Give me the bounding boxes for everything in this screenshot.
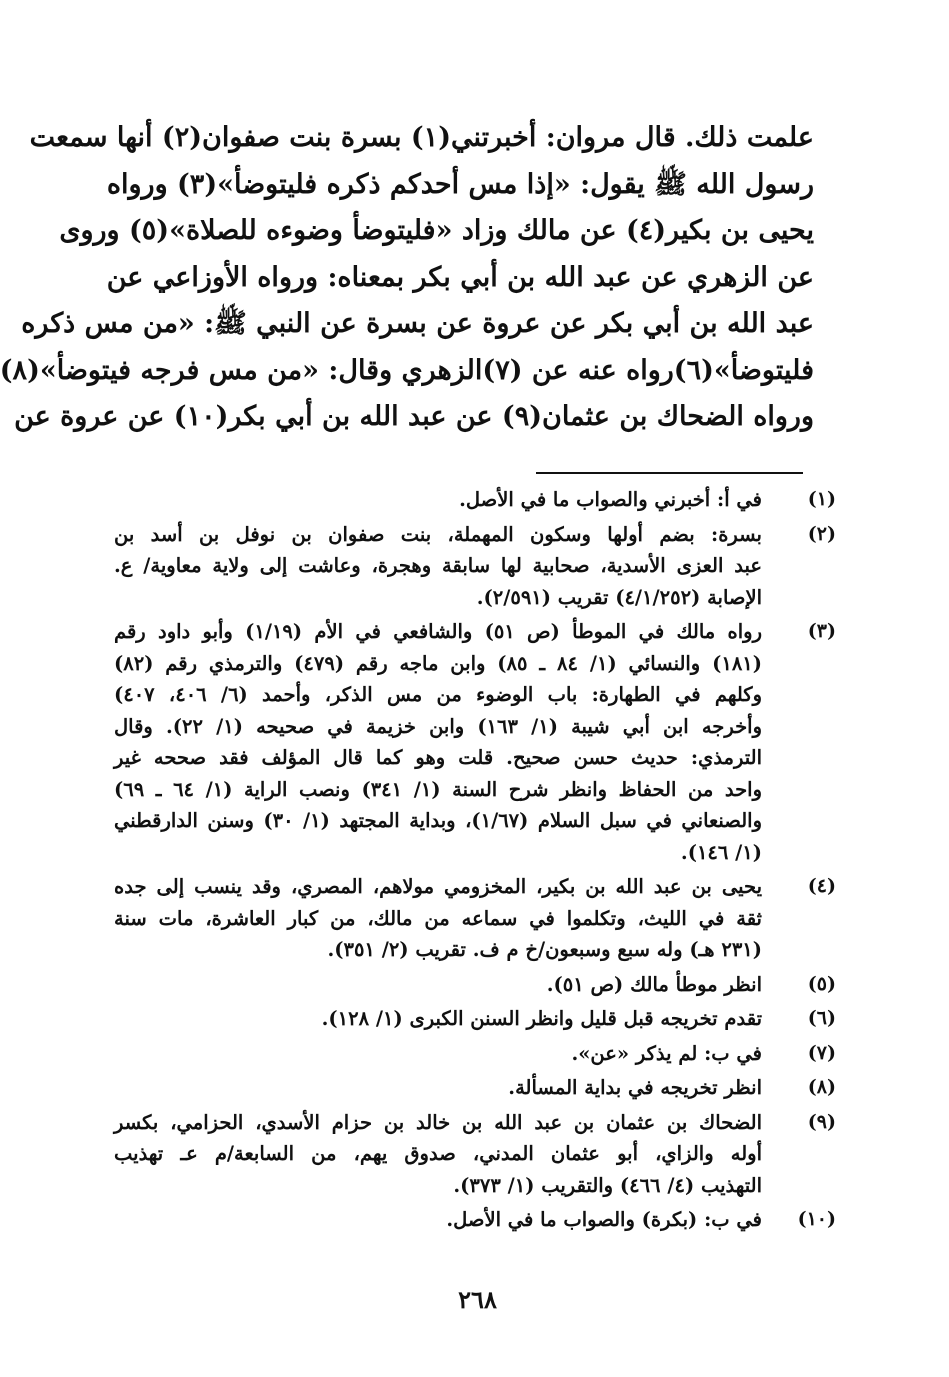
- footnote-line: وأخرجه ابن أبي شيبة (١/ ١٦٣) وابن خزيمة في صحيحه (١/ ٢٢). وقال: [114, 714, 762, 738]
- main-text-line: علمت ذلك. قال مروان: أخبرتني(١) بسرة بنت صفوان(٢) أنها سمعت: [29, 122, 814, 153]
- footnote-separator: [536, 472, 803, 474]
- footnote-line: الضحاك بن عثمان بن عبد الله بن خالد بن حزام الأسدي، الحزامي، بكسر: [114, 1110, 762, 1134]
- footnote: [114, 871, 836, 966]
- footnote-line: (٢٣١ هـ) وله سبع وسبعون/خ م ف. تقريب (٢/ ٣٥١).: [327, 938, 762, 961]
- footnote-line: التهذيب (٤/ ٤٦٦) والتقريب (١/ ٣٧٣).: [453, 1173, 762, 1197]
- footnote-line: في أ: أخبرني والصواب ما في الأصل.: [459, 488, 762, 511]
- footnote: [114, 1107, 836, 1202]
- footnote-line: تقدم تخريجه قبل قليل وانظر السنن الكبرى (١/ ١٢٨).: [321, 1007, 762, 1030]
- footnote-number: (١): [807, 488, 836, 510]
- footnote: [114, 484, 836, 516]
- footnotes: [114, 484, 836, 1239]
- main-text: [0, 115, 814, 441]
- main-text-line: فليتوضأ»(٦)رواه عنه عن (٧)الزهري وقال: «من مس فرجه فيتوضأ»(٨): [0, 354, 814, 386]
- footnote-line: واحد من الحفاظ وانظر شرح السنة (١/ ٣٤١) ونصب الراية (١/ ٦٤ ـ ٦٩): [114, 777, 762, 801]
- footnote-number: (٢): [807, 522, 836, 545]
- main-text-line: عبد الله بن أبي بكر عن عروة عن بسرة عن النبي ﷺ: «من مس ذكره: [21, 308, 814, 339]
- footnote-line: الإصابة (٤/١/٢٥٢) تقريب (٢/٥٩١).: [476, 585, 762, 609]
- footnote: [114, 1072, 836, 1104]
- footnote-number: (٨): [807, 1076, 836, 1098]
- footnote: [114, 1003, 836, 1035]
- footnote-line: عبد العزى الأسدية، صحابية لها سابقة وهجرة، وعاشت إلى ولاية معاوية/ ع.: [114, 554, 762, 577]
- footnote: [114, 1204, 836, 1236]
- footnote-line: بسرة: بضم أولها وسكون المهملة، بنت صفوان بن نوفل بن أسد بن: [114, 522, 762, 546]
- footnote-number: (٧): [807, 1041, 836, 1064]
- footnote-line: وكلهم في الطهارة: باب الوضوء من مس الذكر، وأحمد (٦/ ٤٠٦، ٤٠٧): [114, 683, 762, 706]
- footnote-line: انظر تخريجه في بداية المسألة.: [508, 1076, 762, 1099]
- footnote-line: في ب: لم يذكر «عن».: [571, 1041, 762, 1065]
- footnote-number: (١٠): [797, 1208, 836, 1230]
- page-number: ٢٦٨: [458, 1285, 497, 1314]
- main-text-line: عن الزهري عن عبد الله بن أبي بكر بمعناه: ورواه الأوزاعي عن: [106, 261, 814, 293]
- footnote-line: الترمذي: حديث حسن صحيح. قلت وهو كما قال المؤلف فقد صححه غير: [114, 746, 762, 769]
- main-text-line: ورواه الضحاك بن عثمان(٩) عن عبد الله بن أبي بكر(١٠) عن عروة عن: [14, 401, 814, 432]
- footnote-line: رواه مالك في الموطأ (ص ٥١) والشافعي في الأم (١/١٩) وأبو داود رقم: [114, 620, 762, 643]
- footnote-number: (٤): [807, 875, 836, 897]
- main-text-line: يحيى بن بكير(٤) عن مالك وزاد «فليتوضأ وضوءه للصلاة»(٥) وروى: [59, 215, 814, 246]
- footnote-number: (٥): [807, 972, 836, 995]
- footnote-line: ثقة في الليث، وتكلموا في سماعه من مالك، من كبار العاشرة، مات سنة: [114, 906, 762, 930]
- main-text-line: رسول الله ﷺ يقول: «إذا مس أحدكم ذكره فليتوضأ»(٣) ورواه: [106, 168, 814, 200]
- footnote-line: في ب: (بكرة) والصواب ما في الأصل.: [446, 1208, 762, 1231]
- footnote-line: والصنعاني في سبل السلام (١/٦٧)، وبداية المجتهد (١/ ٣٠) وسنن الدارقطني: [114, 809, 762, 832]
- footnote-number: (٩): [807, 1110, 836, 1133]
- footnote: [114, 1038, 836, 1070]
- footnote-line: انظر موطأ مالك (ص ٥١).: [546, 972, 762, 996]
- footnote: [114, 616, 836, 868]
- footnote-line: (١/ ١٤٦).: [680, 840, 762, 864]
- footnote-number: (٦): [807, 1007, 836, 1029]
- footnote-line: أوله والزاي، أبو عثمان المدني، صدوق يهم، من السابعة/م عـ تهذيب: [114, 1142, 762, 1165]
- footnote: [114, 519, 836, 614]
- footnote: [114, 969, 836, 1001]
- footnote-number: (٣): [807, 620, 836, 642]
- footnote-line: يحيى بن عبد الله بن بكير، المخزومي مولاهم، المصري، وقد ينسب إلى جده: [114, 875, 762, 898]
- footnote-line: (١٨١) والنسائي (١/ ٨٤ ـ ٨٥) وابن ماجه رقم (٤٧٩) والترمذي رقم (٨٢): [114, 651, 762, 675]
